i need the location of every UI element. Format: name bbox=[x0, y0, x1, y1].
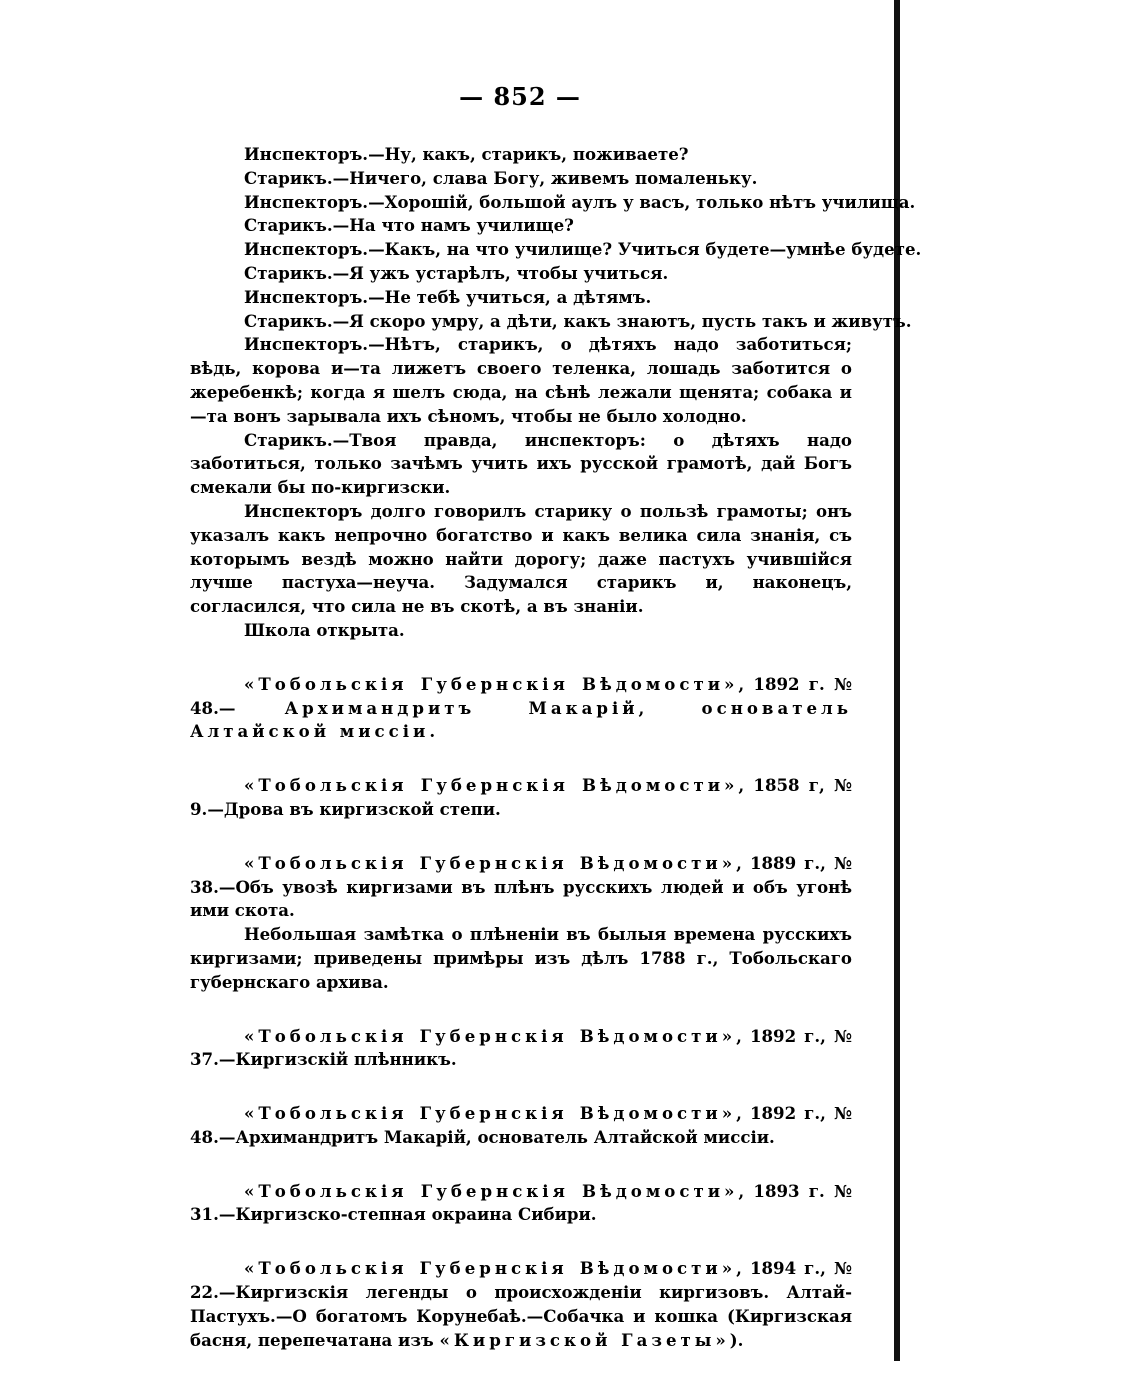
dialogue-line: Старикъ.—На что намъ училище? bbox=[244, 215, 574, 236]
entry-source: «Тобольскія Губернскія Вѣдомости» bbox=[244, 1103, 737, 1124]
bibliography-entry bbox=[190, 1257, 852, 1352]
entry-details: , 1892 г., № 48.—Архимандритъ Макарій, основатель Алтайской миссіи. bbox=[190, 1103, 852, 1147]
entry-details: , 1893 г. № 31.—Киргизско-степная окраина Сибири. bbox=[190, 1180, 852, 1225]
bibliography-entry bbox=[190, 852, 852, 923]
bibliography-entry bbox=[190, 774, 852, 822]
entry-details: , 1892 г., № 37.—Киргизскій плѣнникъ. bbox=[190, 1025, 852, 1070]
dialogue-line: Старикъ.—Я ужъ устарѣлъ, чтобы учиться. bbox=[244, 262, 669, 283]
entry-details: , 1894 г., № 22.—Киргизскія легенды о происхожденіи киргизовъ. Алтай-Пастухъ.—О богатомъ Корунебаѣ.—Собачка и кошка (Киргизская басня, перепечатана изъ bbox=[190, 1258, 852, 1350]
bibliography-entry bbox=[190, 673, 852, 744]
dialogue-line: Инспекторъ.—Какъ, на что училище? Учиться будете—умнѣе будете. bbox=[244, 239, 922, 260]
dialogue-line: Инспекторъ.—Ну, какъ, старикъ, поживаете? bbox=[244, 144, 689, 164]
dialogue-line: Инспекторъ.—Хорошій, большой аулъ у васъ, только нѣтъ училища. bbox=[244, 191, 916, 212]
entry-source: «Тобольскія Губернскія Вѣдомости» bbox=[244, 775, 739, 796]
entry-details: , 1858 г, № 9.—Дрова въ киргизской степи. bbox=[190, 775, 852, 819]
page-number: — 852 — bbox=[459, 82, 581, 111]
page-body bbox=[190, 143, 922, 1382]
dialogue-line: Инспекторъ.—Не тебѣ учиться, а дѣтямъ. bbox=[244, 286, 652, 307]
entry-source: «Тобольскія Губернскія Вѣдомости» bbox=[244, 1180, 739, 1201]
entry-title: Архимандритъ Макарій, основатель Алтайской миссіи. bbox=[190, 697, 852, 742]
dialogue-line: Старикъ.—Я скоро умру, а дѣти, какъ знаютъ, пусть такъ и живутъ. bbox=[244, 310, 912, 331]
entry-tail: ). bbox=[729, 1329, 744, 1350]
paragraph-old-man: Старикъ.—Твоя правда, инспекторъ: о дѣтяхъ надо заботиться, только зачѣмъ учить ихъ русской грамотѣ, дай Богъ смекали бы по-киргизски. bbox=[190, 429, 852, 498]
entry-source: «Тобольскія Губернскія Вѣдомости» bbox=[244, 673, 739, 694]
paragraph-narration: Инспекторъ долго говорилъ старику о пользѣ грамоты; онъ указалъ какъ непрочно богатство и какъ велика сила знанія, съ которымъ вездѣ можно найти дорогу; даже пастухъ учившійся лучше пастуха—неуча. Задумался старикъ и, наконецъ, согласился, что сила не въ скотѣ, а въ знаніи. bbox=[190, 500, 852, 617]
paragraph-inspector: Инспекторъ.—Нѣтъ, старикъ, о дѣтяхъ надо заботиться; вѣдь, корова и—та лижетъ своего теленка, лошадь заботится о жеребенкѣ; когда я шелъ сюда, на сѣнѣ лежали щенята; собака и—та вонъ зарывала ихъ сѣномъ, чтобы не было холодно. bbox=[190, 334, 852, 426]
bibliography-entry bbox=[190, 1180, 852, 1228]
entry-source: «Тобольскія Губернскія Вѣдомости» bbox=[244, 1258, 737, 1279]
bibliography-note: Небольшая замѣтка о плѣненіи въ былыя времена русскихъ киргизами; приведены примѣры изъ дѣлъ 1788 г., Тобольскаго губернскаго архива. bbox=[190, 924, 852, 992]
paragraph-school-opened: Школа открыта. bbox=[244, 619, 405, 640]
entry-source: «Тобольскія Губернскія Вѣдомости» bbox=[244, 1025, 737, 1046]
bibliography-entry bbox=[190, 1102, 852, 1150]
entry-details: , 1892 г. № 48.— bbox=[190, 673, 852, 718]
entry-spaced-source: «Киргизской Газеты» bbox=[439, 1329, 730, 1350]
entry-details: , 1889 г., № 38.—Объ увозѣ киргизами въ плѣнъ русскихъ людей и объ угонѣ ими скота. bbox=[190, 852, 852, 921]
dialogue-line: Старикъ.—Ничего, слава Богу, живемъ помаленьку. bbox=[244, 167, 758, 188]
bibliography-entry bbox=[190, 1025, 852, 1073]
entry-source: «Тобольскія Губернскія Вѣдомости» bbox=[244, 852, 737, 873]
